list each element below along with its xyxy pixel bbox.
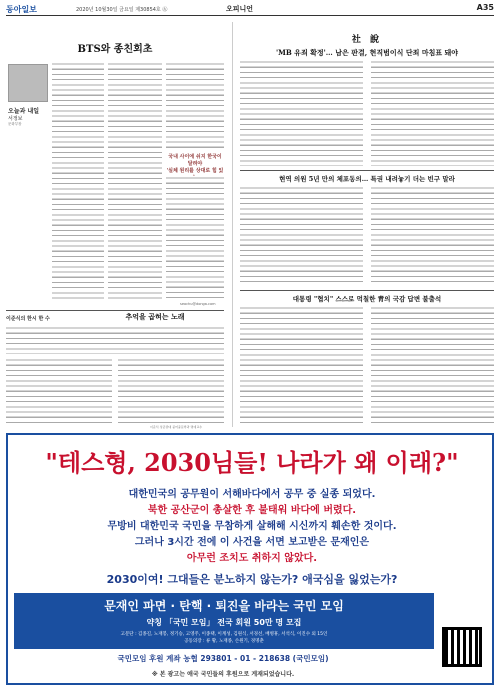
editorial-body-2b xyxy=(371,186,494,286)
editorial-title-1: 'MB 유죄 확정'… 남은 판결, 현직범이식 단죄 마침표 돼야 xyxy=(275,48,459,57)
column2-title: 추억을 곱혀는 노래 xyxy=(125,312,185,321)
ad-line-4: 그러나 3시간 전에 이 사건을 서면 보고받은 문재인은 xyxy=(134,537,370,548)
ad-line-1: 대한민국의 공무원이 서해바다에서 공무 중 실종 되었다. xyxy=(128,489,376,500)
section-title: 오피니언 xyxy=(226,5,254,13)
ad-line-3: 무방비 대한민국 국민을 무참하게 살해해 시신까지 훼손한 것이다. xyxy=(107,521,397,532)
editorial-divider-1 xyxy=(240,170,494,171)
editorial-body-1b xyxy=(371,60,494,166)
ad-headline: "테스형, 2030님들! 나라가 왜 이래?" xyxy=(45,448,459,477)
editorial-divider-2 xyxy=(240,290,494,291)
ad-footer: ※ 본 광고는 애국 국민들의 후원으로 게재되었습니다. xyxy=(151,671,295,678)
ad-banner-title: 문재인 파면 · 탄핵 · 퇴진을 바라는 국민 모임 xyxy=(104,599,344,613)
author-sub: 서정보 xyxy=(8,116,23,122)
ad-line-2: 북한 공산군이 총살한 후 불태워 바다에 버렸다. xyxy=(147,505,357,516)
ad-advisors: 고문단 : 김종길, 노재봉, 정기승, 고영주, 이종택, 이계성, 김원식, 서경선, 배병휴, 서석식, 이진수 외 15인 xyxy=(120,632,328,637)
ad-banner-sub: 약칭 「국민 모임」 전국 회원 50만 명 모집 xyxy=(146,618,302,627)
pullquote-line-2: '실체 원리를 상대로 힘 있 xyxy=(166,168,224,174)
ad-line-5: 아무런 조치도 취하지 않았다. xyxy=(186,553,318,564)
column-divider xyxy=(232,22,233,427)
column2-body-1 xyxy=(6,358,112,424)
editorial-title-3: 대통령 "협치" 스스로 먹칠한 靑의 국감 답변 불출석 xyxy=(292,295,442,303)
column-title: BTS와 종친회초 xyxy=(77,44,153,55)
pullquote-line-1: 국내 사이에 쉬지 한국이 달려야 xyxy=(168,154,222,167)
advertisement xyxy=(6,433,494,685)
column-body-3 xyxy=(166,62,224,150)
newspaper-logo: 동아일보 xyxy=(6,5,37,14)
editorial-body-3a xyxy=(240,306,363,424)
ad-account: 국민모임 후원 계좌 농협 293801 - 01 - 218638 (국민모임) xyxy=(117,654,329,663)
editorial-body-1a xyxy=(240,60,363,166)
editorial-label: 社 說 xyxy=(351,35,383,45)
page-header xyxy=(6,2,494,16)
qr-code[interactable] xyxy=(442,627,482,667)
author-photo xyxy=(8,64,48,102)
editorial-title-2: 현역 의원 5년 만의 체포동의… 특권 내려놓기 더는 빈구 말라 xyxy=(279,175,455,183)
ad-members: 공동의장 : 류 황, 노재종, 손원기, 경명춘 xyxy=(184,639,264,644)
ad-banner xyxy=(14,593,434,649)
column-body-1 xyxy=(52,62,104,300)
editorial-body-3b xyxy=(371,306,494,424)
column-body-2 xyxy=(108,62,162,300)
author-role: 문화부장 xyxy=(8,122,22,126)
column-body-4 xyxy=(166,176,224,300)
column2-note: 이준식 성균관대 중어중문학과 명예교수 xyxy=(150,425,203,429)
column2-body-2 xyxy=(118,358,224,424)
column2-author: 이준식의 한시 한 수 xyxy=(6,316,50,322)
issue-date: 2020년 10월30일 금요일 제30854호 ㊧ xyxy=(76,7,168,13)
ad-line-6: 2030이여! 그대들은 분노하지 않는가? 애국심을 잃었는가? xyxy=(106,573,398,586)
page-number: A35 xyxy=(476,3,494,12)
poem-text xyxy=(6,326,224,354)
column-byline: seochu@donga.com xyxy=(180,302,216,306)
editorial-body-2a xyxy=(240,186,363,286)
section-divider xyxy=(6,310,224,311)
author-name: 오늘과 내일 xyxy=(8,108,40,115)
